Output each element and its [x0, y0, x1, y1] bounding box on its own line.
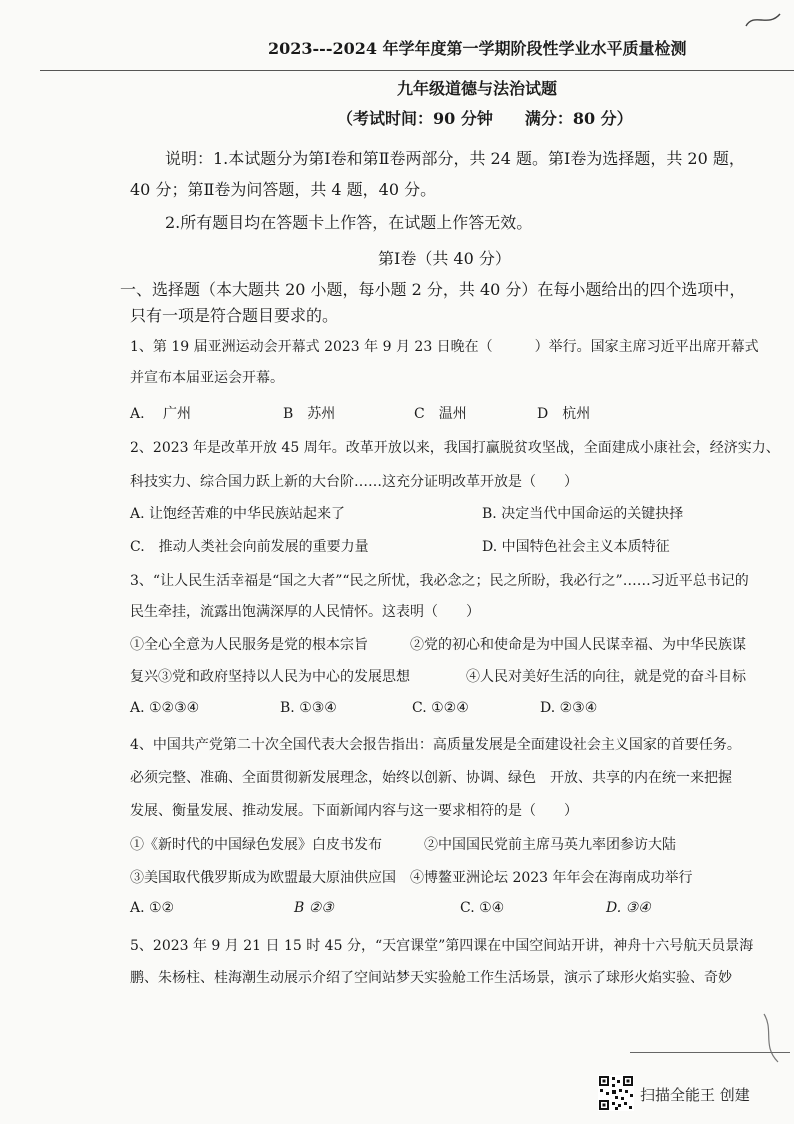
question-2-option-d: D. 中国特色社会主义本质特征 [482, 539, 670, 555]
question-4-option-a: A. ①② [130, 900, 175, 916]
question-2-option-a: A. 让饱经苦难的中华民族站起来了 [130, 506, 346, 522]
question-3-line-3: ①全心全意为人民服务是党的根本宗旨 ②党的初心和使命是为中国人民谋幸福、为中华民族谋 [130, 637, 746, 653]
question-4-option-b: B ②③ [294, 900, 334, 916]
section-heading-line-2: 只有一项是符合题目要求的。 [130, 306, 339, 325]
question-4-option-c: C. ①④ [460, 900, 505, 916]
scan-artifact-top-right [744, 8, 784, 32]
question-4-line-1: 4、中国共产党第二十次全国代表大会报告指出：高质量发展是全面建设社会主义国家的首要任务。 [130, 737, 741, 753]
question-1-line-2: 并宣布本届亚运会开幕。 [130, 370, 284, 386]
question-2-line-1: 2、2023 年是改革开放 45 周年。改革开放以来，我国打赢脱贫攻坚战，全面建成小康社会，经济实力、 [130, 440, 780, 456]
question-2-option-c: C. 推动人类社会向前发展的重要力量 [130, 539, 369, 555]
subject-title: 九年级道德与法治试题 [397, 79, 558, 98]
question-5-line-2: 鹏、朱杨柱、桂海潮生动展示介绍了空间站梦天实验舱工作生活场景，演示了球形火焰实验、奇妙 [130, 970, 732, 986]
question-4-line-2: 必须完整、准确、全面贯彻新发展理念，始终以创新、协调、绿色 开放、共享的内在统一来把握 [130, 770, 732, 786]
exam-time-info: （考试时间：90 分钟 满分：80 分） [337, 109, 633, 128]
qr-code-icon [598, 1075, 634, 1111]
question-3-option-a: A. ①②③④ [130, 700, 200, 716]
question-5-line-1: 5、2023 年 9 月 21 日 15 时 45 分，“天宫课堂”第四课在中国空间站开讲，神舟十六号航天员景海 [130, 938, 754, 954]
instruction-line-1: 说明：1.本试题分为第Ⅰ卷和第Ⅱ卷两部分，共 24 题。第Ⅰ卷为选择题，共 20 题， [165, 149, 745, 168]
scanner-watermark-label: 扫描全能王 创建 [640, 1086, 750, 1104]
instruction-line-2: 40 分；第Ⅱ卷为问答题，共 4 题，40 分。 [130, 180, 437, 199]
question-3-option-b: B. ①③④ [280, 700, 337, 716]
question-2-option-b: B. 决定当代中国命运的关键抉择 [482, 506, 684, 522]
question-4-line-5: ③美国取代俄罗斯成为欧盟最大原油供应国 ④博鳌亚洲论坛 2023 年年会在海南成功举行 [130, 870, 693, 886]
question-1-option-d: D 杭州 [537, 406, 591, 422]
question-3-line-1: 3、“让人民生活幸福是“国之大者”“民之所忧，我必念之；民之所盼，我必行之”……习近平总书记的 [130, 573, 749, 589]
exam-title: 2023---2024 年学年度第一学期阶段性学业水平质量检测 [268, 39, 687, 58]
section-heading-line-1: 一、选择题（本大题共 20 小题，每小题 2 分，共 40 分）在每小题给出的四个选项中， [120, 280, 746, 299]
question-3-line-2: 民生牵挂，流露出饱满深厚的人民情怀。这表明（ ） [130, 604, 480, 620]
question-3-line-4: 复兴③党和政府坚持以人民为中心的发展思想 ④人民对美好生活的向往，就是党的奋斗目标 [130, 669, 746, 685]
bottom-dash-rule [630, 1052, 790, 1053]
question-4-line-3: 发展、衡量发展、推动发展。下面新闻内容与这一要求相符的是（ ） [130, 803, 578, 819]
question-1-option-a: A. 广州 [130, 406, 192, 422]
question-2-line-2: 科技实力、综合国力跃上新的大台阶……这充分证明改革开放是（ ） [130, 474, 578, 490]
question-4-line-4: ①《新时代的中国绿色发展》白皮书发布 ②中国国民党前主席马英九率团参访大陆 [130, 837, 676, 853]
instruction-line-3: 2.所有题目均在答题卡上作答，在试题上作答无效。 [165, 213, 533, 232]
section-title: 第Ⅰ卷（共 40 分） [378, 249, 511, 268]
scan-artifact-bottom-right [754, 1010, 794, 1070]
question-1-line-1: 1、第 19 届亚洲运动会开幕式 2023 年 9 月 23 日晚在（ ）举行。国家主席习近平出席开幕式 [130, 339, 759, 355]
header-rule [40, 70, 794, 71]
question-3-option-d: D. ②③④ [540, 700, 598, 716]
question-4-option-d: D. ③④ [606, 900, 651, 916]
question-1-option-b: B 苏州 [283, 406, 336, 422]
question-3-option-c: C. ①②④ [412, 700, 469, 716]
question-1-option-c: C 温州 [414, 406, 467, 422]
